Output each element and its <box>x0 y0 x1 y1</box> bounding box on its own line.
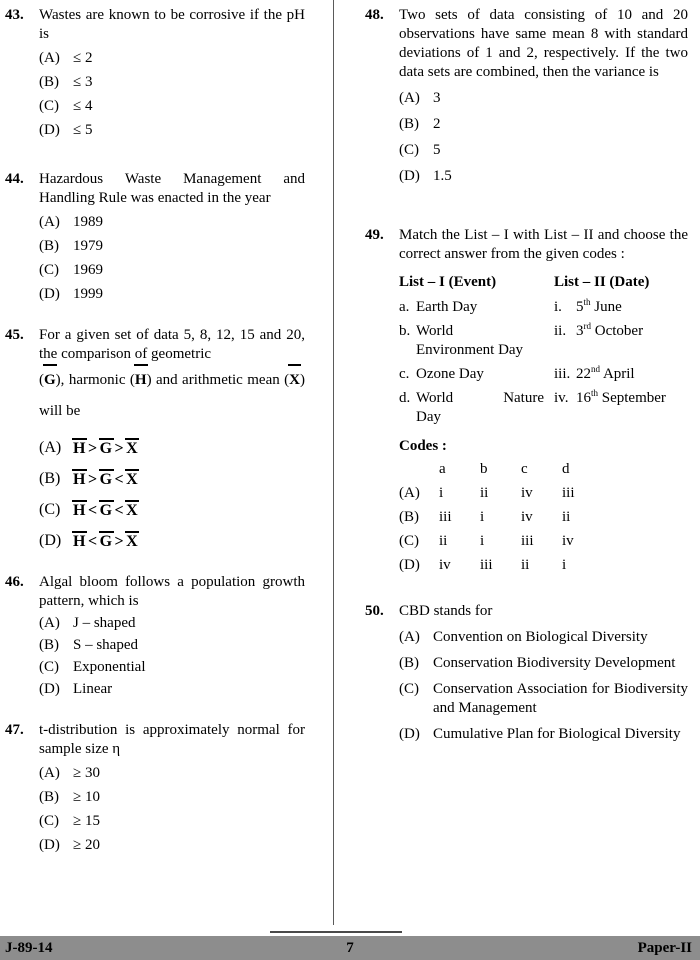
item-text: Ozone Day <box>416 366 484 382</box>
g-bar-variable: G <box>99 502 113 519</box>
left-column <box>0 0 333 925</box>
option-label: (C) <box>39 501 61 518</box>
option-c[interactable] <box>39 97 305 116</box>
item-marker: iv. <box>554 390 569 406</box>
code-cell: ii <box>521 557 530 573</box>
question-stem: t-distribution is approximately normal for sample size η <box>39 722 305 757</box>
options-list <box>39 764 305 855</box>
question-stem-math: (G), harmonic (H) and arithmetic mean (X) will be <box>39 364 305 427</box>
list-item <box>399 365 688 384</box>
option-a[interactable] <box>39 213 305 232</box>
option-c[interactable] <box>399 532 688 551</box>
option-text: ≤ 5 <box>73 122 93 138</box>
options-list <box>399 628 688 744</box>
codes-corner-cell <box>399 460 439 479</box>
date-number: 5 <box>576 299 584 315</box>
list-headers <box>399 273 688 292</box>
option-text: 2 <box>433 116 441 132</box>
page-footer <box>0 936 700 960</box>
option-d[interactable] <box>39 531 305 551</box>
option-label: (B) <box>39 637 59 653</box>
question-stem: Two sets of data consisting of 10 and 20 observations have same mean 8 with standard deviations of 1 and 2, respectively. If the two data sets are combined, then the variance is <box>399 7 688 80</box>
option-text: 1999 <box>73 286 103 302</box>
item-marker: iii. <box>554 366 571 382</box>
relation-operator: < <box>87 533 98 550</box>
list-2-item-ii <box>554 322 688 360</box>
option-label: (C) <box>39 659 59 675</box>
question-stem: Match the List – I with List – II and choose the correct answer from the given codes : <box>399 227 688 262</box>
option-b[interactable] <box>39 73 305 92</box>
question-stem: Hazardous Waste Management and Handling Rule was enacted in the year <box>39 171 305 206</box>
option-text: Linear <box>73 681 113 697</box>
list-1-item-d <box>399 389 554 427</box>
question-49 <box>365 226 688 580</box>
ordinal-suffix: rd <box>583 321 591 331</box>
question-48 <box>365 6 688 186</box>
h-bar-variable: H <box>73 471 86 488</box>
item-text-wrap: Environment Day <box>416 342 524 358</box>
spacer <box>5 140 305 170</box>
option-text: ≥ 10 <box>73 789 100 805</box>
right-column <box>333 0 700 925</box>
option-label: (D) <box>39 286 60 302</box>
list-2-item-i <box>554 298 688 317</box>
list-item <box>399 322 688 360</box>
option-label: (D) <box>399 557 420 573</box>
item-text-cont: Nature <box>503 390 544 406</box>
option-text: 1979 <box>73 238 103 254</box>
item-text-justified <box>399 389 548 408</box>
option-label: (B) <box>39 74 59 90</box>
question-stem: Algal bloom follows a population growth pattern, which is <box>39 574 305 609</box>
list-1-header: List – I (Event) <box>399 274 497 290</box>
question-50 <box>365 602 688 744</box>
option-a[interactable] <box>39 49 305 68</box>
code-cell: iii <box>480 557 493 573</box>
relation-operator: > <box>87 440 98 457</box>
option-label: (C) <box>399 681 419 697</box>
option-b[interactable] <box>399 654 688 673</box>
option-d[interactable] <box>39 285 305 304</box>
option-text: 5 <box>433 142 441 158</box>
option-text: ≥ 30 <box>73 765 100 781</box>
stem-mid-text: , harmonic <box>60 372 126 388</box>
code-cell: i <box>480 533 485 549</box>
footer-page-number: 7 <box>346 939 354 956</box>
question-stem: Wastes are known to be corrosive if the pH is <box>39 7 305 42</box>
item-marker: a. <box>399 299 410 315</box>
option-label: (A) <box>39 439 62 456</box>
question-45 <box>5 326 305 551</box>
relation-operator: > <box>114 533 125 550</box>
option-b[interactable] <box>39 237 305 256</box>
matching-lists <box>399 273 688 427</box>
option-label: (D) <box>39 681 60 697</box>
question-stem: CBD stands for <box>399 603 493 619</box>
codes-col-c: c <box>521 461 528 477</box>
h-bar-variable: H <box>135 364 147 396</box>
option-label: (A) <box>39 50 60 66</box>
x-bar-variable: X <box>126 533 139 550</box>
option-label: (A) <box>39 214 60 230</box>
stem-mid-text-2: and arithmetic mean <box>155 372 280 388</box>
x-bar-variable: X <box>126 440 139 457</box>
item-text: World <box>416 390 454 406</box>
option-text: ≥ 20 <box>73 837 100 853</box>
option-c[interactable] <box>39 261 305 280</box>
option-text: Convention on Biological Diversity <box>433 629 648 645</box>
option-text: ≤ 3 <box>73 74 93 90</box>
option-text: 3 <box>433 90 441 106</box>
question-number: 43. <box>5 7 24 23</box>
date-month: October <box>594 323 644 339</box>
option-text: Conservation Biodiversity Development <box>433 655 676 671</box>
date-month: April <box>602 366 635 382</box>
option-label: (C) <box>39 813 59 829</box>
option-label: (C) <box>39 262 59 278</box>
option-text <box>73 500 305 520</box>
spacer <box>365 186 688 226</box>
question-46 <box>5 573 305 699</box>
option-label: (A) <box>399 485 420 501</box>
relation-operator: > <box>114 440 125 457</box>
option-text: ≤ 2 <box>73 50 93 66</box>
item-marker: c. <box>399 366 410 382</box>
option-label: (A) <box>399 629 420 645</box>
list-2-item-iv <box>554 389 688 427</box>
x-bar-variable: X <box>126 471 139 488</box>
option-c[interactable] <box>399 141 688 160</box>
list-2-item-iii <box>554 365 688 384</box>
item-marker: d. <box>399 390 411 406</box>
option-text: Exponential <box>73 659 146 675</box>
option-label: (D) <box>399 726 420 742</box>
h-bar-variable: H <box>73 502 86 519</box>
h-bar-variable: H <box>73 533 86 550</box>
codes-header-row <box>399 460 688 479</box>
option-label: (A) <box>39 615 60 631</box>
option-b[interactable] <box>39 469 305 489</box>
date-number: 22 <box>576 366 591 382</box>
option-label: (D) <box>399 168 420 184</box>
code-cell: iv <box>439 557 451 573</box>
codes-col-a: a <box>439 461 446 477</box>
option-a[interactable] <box>39 764 305 783</box>
codes-col-b: b <box>480 461 488 477</box>
option-c[interactable] <box>39 658 305 677</box>
item-marker: i. <box>554 299 562 315</box>
item-marker: ii. <box>554 323 567 339</box>
option-text: Cumulative Plan for Biological Diversity <box>433 726 681 742</box>
question-number: 44. <box>5 171 24 187</box>
g-bar-variable: G <box>99 533 113 550</box>
option-label: (A) <box>399 90 420 106</box>
item-text: Earth Day <box>416 299 478 315</box>
item-text: World <box>416 323 454 339</box>
option-label: (C) <box>399 142 419 158</box>
option-label: (D) <box>39 532 62 549</box>
item-marker: b. <box>399 323 411 339</box>
question-43 <box>5 6 305 140</box>
option-b[interactable] <box>399 115 688 134</box>
option-label: (B) <box>39 238 59 254</box>
code-cell: iii <box>439 509 452 525</box>
code-cell: i <box>439 485 444 501</box>
item-text-wrap: Day <box>416 409 441 425</box>
list-item <box>399 298 688 317</box>
list-1-item-b <box>399 322 554 360</box>
item-marker-and-text <box>399 389 453 408</box>
codes-table <box>399 460 688 575</box>
option-text <box>73 438 305 458</box>
option-label: (B) <box>39 470 61 487</box>
code-cell: ii <box>562 509 571 525</box>
options-list <box>399 89 688 186</box>
option-label: (D) <box>39 837 60 853</box>
option-label: (B) <box>399 116 419 132</box>
date-month: September <box>601 390 666 406</box>
spacer <box>365 580 688 602</box>
option-c[interactable] <box>39 500 305 520</box>
option-d[interactable] <box>39 836 305 855</box>
option-text <box>73 531 305 551</box>
date-month: June <box>594 299 622 315</box>
question-number: 50. <box>365 603 384 619</box>
code-cell: iv <box>562 533 574 549</box>
question-stem-line1: For a given set of data 5, 8, 12, 15 and 20, the comparison of geometric <box>39 327 305 362</box>
option-text: Conservation Association for Biodiversity and Management <box>433 681 688 716</box>
spacer <box>5 551 305 573</box>
question-number: 48. <box>365 7 384 23</box>
option-a[interactable] <box>399 628 688 647</box>
footer-paper-code: J-89-14 <box>5 939 53 956</box>
ordinal-suffix: nd <box>591 364 600 374</box>
option-b[interactable] <box>399 508 688 527</box>
option-d[interactable] <box>399 725 688 744</box>
list-1-item-a <box>399 298 554 317</box>
option-b[interactable] <box>39 788 305 807</box>
g-bar-variable: G <box>44 364 56 396</box>
x-bar-variable: X <box>126 502 139 519</box>
option-label: (D) <box>39 122 60 138</box>
ordinal-suffix: th <box>583 297 591 307</box>
question-number: 45. <box>5 327 24 343</box>
option-d[interactable] <box>39 121 305 140</box>
codes-title: Codes : <box>399 438 447 454</box>
x-bar-variable: X <box>289 364 300 396</box>
list-1-item-c <box>399 365 554 384</box>
option-label: (A) <box>39 765 60 781</box>
stem-end-text: will be <box>39 403 81 419</box>
option-c[interactable] <box>399 680 688 718</box>
option-text: 1969 <box>73 262 103 278</box>
h-bar-variable: H <box>73 440 86 457</box>
option-a[interactable] <box>39 438 305 458</box>
options-list <box>39 614 305 699</box>
option-d[interactable] <box>39 680 305 699</box>
relation-operator: < <box>114 502 125 519</box>
question-44 <box>5 170 305 304</box>
option-a[interactable] <box>399 89 688 108</box>
option-d[interactable] <box>399 167 688 186</box>
code-cell: iv <box>521 509 533 525</box>
option-text: ≤ 4 <box>73 98 93 114</box>
question-47 <box>5 721 305 855</box>
code-cell: iv <box>521 485 533 501</box>
list-item <box>399 389 688 427</box>
date-number: 3 <box>576 323 584 339</box>
options-list <box>39 438 305 551</box>
relation-operator: < <box>114 471 125 488</box>
question-number: 46. <box>5 574 24 590</box>
option-b[interactable] <box>39 636 305 655</box>
code-cell: iii <box>521 533 534 549</box>
ordinal-suffix: th <box>591 388 599 398</box>
codes-col-d: d <box>562 461 570 477</box>
code-cell: i <box>562 557 567 573</box>
options-list <box>39 213 305 304</box>
g-bar-variable: G <box>99 471 113 488</box>
option-d[interactable] <box>399 556 688 575</box>
code-cell: iii <box>562 485 575 501</box>
spacer <box>5 699 305 721</box>
spacer <box>5 304 305 326</box>
question-number: 47. <box>5 722 24 738</box>
option-label: (B) <box>39 789 59 805</box>
option-label: (C) <box>399 533 419 549</box>
code-cell: i <box>480 509 485 525</box>
options-list <box>39 49 305 140</box>
code-cell: ii <box>480 485 489 501</box>
relation-operator: > <box>87 471 98 488</box>
option-text <box>73 469 305 489</box>
option-text: 1.5 <box>433 168 452 184</box>
option-label: (C) <box>39 98 59 114</box>
option-text: S – shaped <box>73 637 138 653</box>
option-text: J – shaped <box>73 615 136 631</box>
relation-operator: < <box>87 502 98 519</box>
code-cell: ii <box>439 533 448 549</box>
option-label: (B) <box>399 655 419 671</box>
footer-paper-name: Paper-II <box>637 939 692 956</box>
option-a[interactable] <box>39 614 305 633</box>
option-text: 1989 <box>73 214 103 230</box>
question-number: 49. <box>365 227 384 243</box>
g-bar-variable: G <box>99 440 113 457</box>
list-2-header: List – II (Date) <box>554 274 650 290</box>
option-text: ≥ 15 <box>73 813 100 829</box>
option-label: (B) <box>399 509 419 525</box>
option-c[interactable] <box>39 812 305 831</box>
footer-rule <box>270 931 402 933</box>
option-a[interactable] <box>399 484 688 503</box>
date-number: 16 <box>576 390 591 406</box>
